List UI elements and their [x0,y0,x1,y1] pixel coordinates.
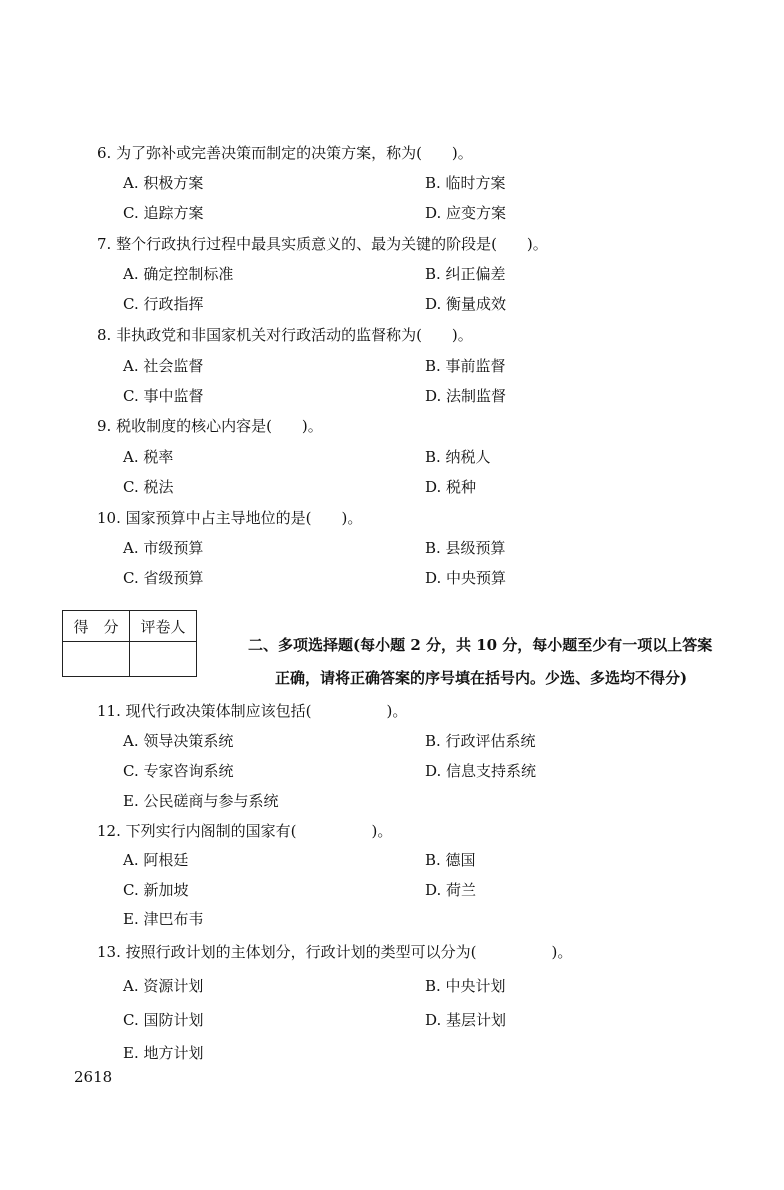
option-c: C. 省级预算 [123,569,204,587]
option-b: B. 县级预算 [425,539,506,557]
page-code: 2618 [74,1068,113,1086]
option-e: E. 公民磋商与参与系统 [123,792,279,810]
question-stem: 13. 按照行政计划的主体划分，行政计划的类型可以分为( )。 [97,943,573,961]
option-d: D. 信息支持系统 [425,762,537,780]
option-d: D. 中央预算 [425,569,507,587]
option-c: C. 追踪方案 [123,204,204,222]
option-d: D. 法制监督 [425,387,507,405]
option-a: A. 资源计划 [123,977,204,995]
question-stem: 12. 下列实行内阁制的国家有( )。 [97,822,393,840]
option-c: C. 新加坡 [123,881,189,899]
option-b: B. 事前监督 [425,357,506,375]
option-d: D. 荷兰 [425,881,477,899]
option-e: E. 地方计划 [123,1044,204,1062]
option-a: A. 税率 [123,448,174,466]
grader-cell [130,642,197,677]
question-stem: 9. 税收制度的核心内容是( )。 [97,417,323,435]
option-e: E. 津巴布韦 [123,910,204,928]
option-c: C. 行政指挥 [123,295,204,313]
question-stem: 10. 国家预算中占主导地位的是( )。 [97,509,363,527]
option-b: B. 行政评估系统 [425,732,536,750]
option-b: B. 德国 [425,851,476,869]
option-d: D. 衡量成效 [425,295,507,313]
option-b: B. 中央计划 [425,977,506,995]
question-stem: 7. 整个行政执行过程中最具实质意义的、最为关键的阶段是( )。 [97,235,548,253]
option-d: D. 基层计划 [425,1011,507,1029]
option-a: A. 确定控制标准 [123,265,234,283]
option-b: B. 临时方案 [425,174,506,192]
option-c: C. 国防计划 [123,1011,204,1029]
section-heading-line2: 正确，请将正确答案的序号填在括号内。少选、多选均不得分) [275,669,688,687]
option-a: A. 阿根廷 [123,851,189,869]
section-heading-line1: 二、多项选择题(每小题 2 分，共 10 分，每小题至少有一项以上答案 [248,636,713,654]
option-a: A. 领导决策系统 [123,732,234,750]
option-c: C. 专家咨询系统 [123,762,234,780]
score-table [62,610,197,677]
option-c: C. 事中监督 [123,387,204,405]
option-c: C. 税法 [123,478,174,496]
option-a: A. 市级预算 [123,539,204,557]
grader-label: 评卷人 [130,611,197,642]
option-d: D. 税种 [425,478,477,496]
option-d: D. 应变方案 [425,204,507,222]
option-b: B. 纠正偏差 [425,265,506,283]
option-a: A. 社会监督 [123,357,204,375]
question-stem: 8. 非执政党和非国家机关对行政活动的监督称为( )。 [97,326,473,344]
question-stem: 6. 为了弥补或完善决策而制定的决策方案，称为( )。 [97,144,473,162]
option-b: B. 纳税人 [425,448,491,466]
option-a: A. 积极方案 [123,174,204,192]
question-stem: 11. 现代行政决策体制应该包括( )。 [97,702,408,720]
score-label: 得 分 [63,611,130,642]
score-cell [63,642,130,677]
